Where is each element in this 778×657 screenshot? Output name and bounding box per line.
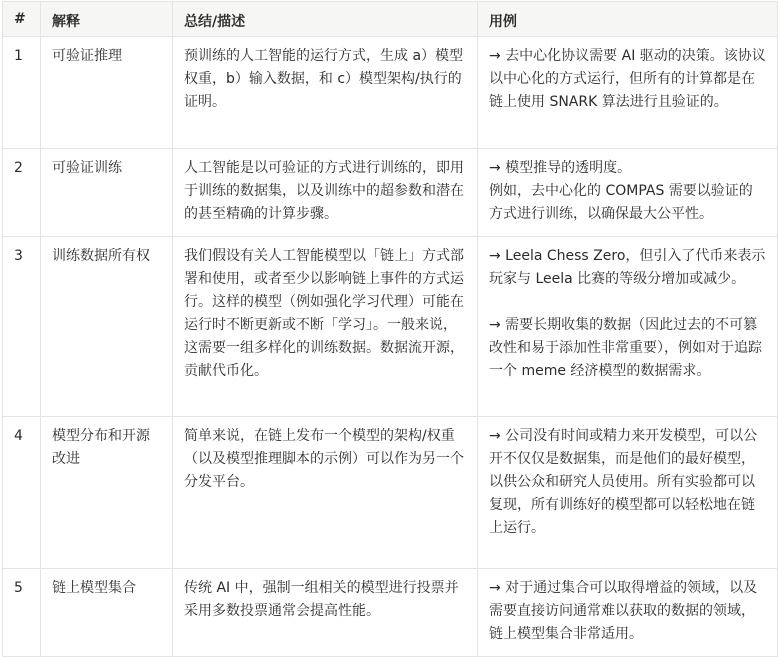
use-case-paragraph: → Leela Chess Zero，但引入了代币来表示玩家与 Leela 比赛的等级分增加或减少。 (489, 248, 766, 287)
row-use-case (478, 237, 778, 417)
table-row (3, 37, 778, 149)
row-term: 链上模型集合 (41, 569, 173, 657)
header-use-case: 用例 (478, 2, 778, 37)
row-use-case (478, 569, 778, 657)
row-number: 4 (3, 417, 41, 569)
table-row (3, 237, 778, 417)
row-term: 训练数据所有权 (41, 237, 173, 417)
row-number: 3 (3, 237, 41, 417)
row-term: 可验证推理 (41, 37, 173, 149)
use-case-paragraph: → 公司没有时间或精力来开发模型，可以公开不仅仅是数据集，而是他们的最好模型，以供公众和研究人员使用。所有实验都可以复现，所有训练好的模型都可以轻松地在链上运行。 (489, 428, 758, 536)
row-number: 1 (3, 37, 41, 149)
use-case-paragraph: → 对于通过集合可以取得增益的领域，以及需要直接访问通常难以获取的数据的领域，链上模型集合非常适用。 (489, 580, 758, 642)
row-number: 5 (3, 569, 41, 657)
table-row (3, 569, 778, 657)
row-summary: 人工智能是以可验证的方式进行训练的，即用于训练的数据集，以及训练中的超参数和潜在的甚至精确的计算步骤。 (173, 149, 478, 237)
comparison-table (2, 1, 778, 657)
row-use-case (478, 37, 778, 149)
row-number: 2 (3, 149, 41, 237)
row-use-case (478, 149, 778, 237)
use-case-paragraph: → 需要长期收集的数据（因此过去的不可篡改性和易于添加性非常重要），例如对于追踪一个 meme 经济模型的数据需求。 (489, 317, 762, 379)
header-term: 解释 (41, 2, 173, 37)
table-row (3, 149, 778, 237)
row-summary: 传统 AI 中，强制一组相关的模型进行投票并采用多数投票通常会提高性能。 (173, 569, 478, 657)
header-summary: 总结/描述 (173, 2, 478, 37)
header-number: # (3, 2, 41, 37)
table-header-row (3, 2, 778, 37)
row-summary: 我们假设有关人工智能模型以「链上」方式部署和使用，或者至少以影响链上事件的方式运行。这样的模型（例如强化学习代理）可能在运行时不断更新或不断「学习」。一般来说，这需要一组多样化的训练数据。数据流开源，贡献代币化。 (173, 237, 478, 417)
row-summary: 预训练的人工智能的运行方式，生成 a）模型权重，b）输入数据，和 c）模型架构/执行的证明。 (173, 37, 478, 149)
use-case-paragraph: → 模型推导的透明度。 例如，去中心化的 COMPAS 需要以验证的方式进行训练，以确保最大公平性。 (489, 160, 753, 222)
row-term: 可验证训练 (41, 149, 173, 237)
use-case-paragraph: → 去中心化协议需要 AI 驱动的决策。该协议以中心化的方式运行，但所有的计算都是在链上使用 SNARK 算法进行且验证的。 (489, 48, 766, 110)
row-use-case (478, 417, 778, 569)
table-row (3, 417, 778, 569)
row-summary: 简单来说，在链上发布一个模型的架构/权重（以及模型推理脚本的示例）可以作为另一个分发平台。 (173, 417, 478, 569)
row-term: 模型分布和开源改进 (41, 417, 173, 569)
